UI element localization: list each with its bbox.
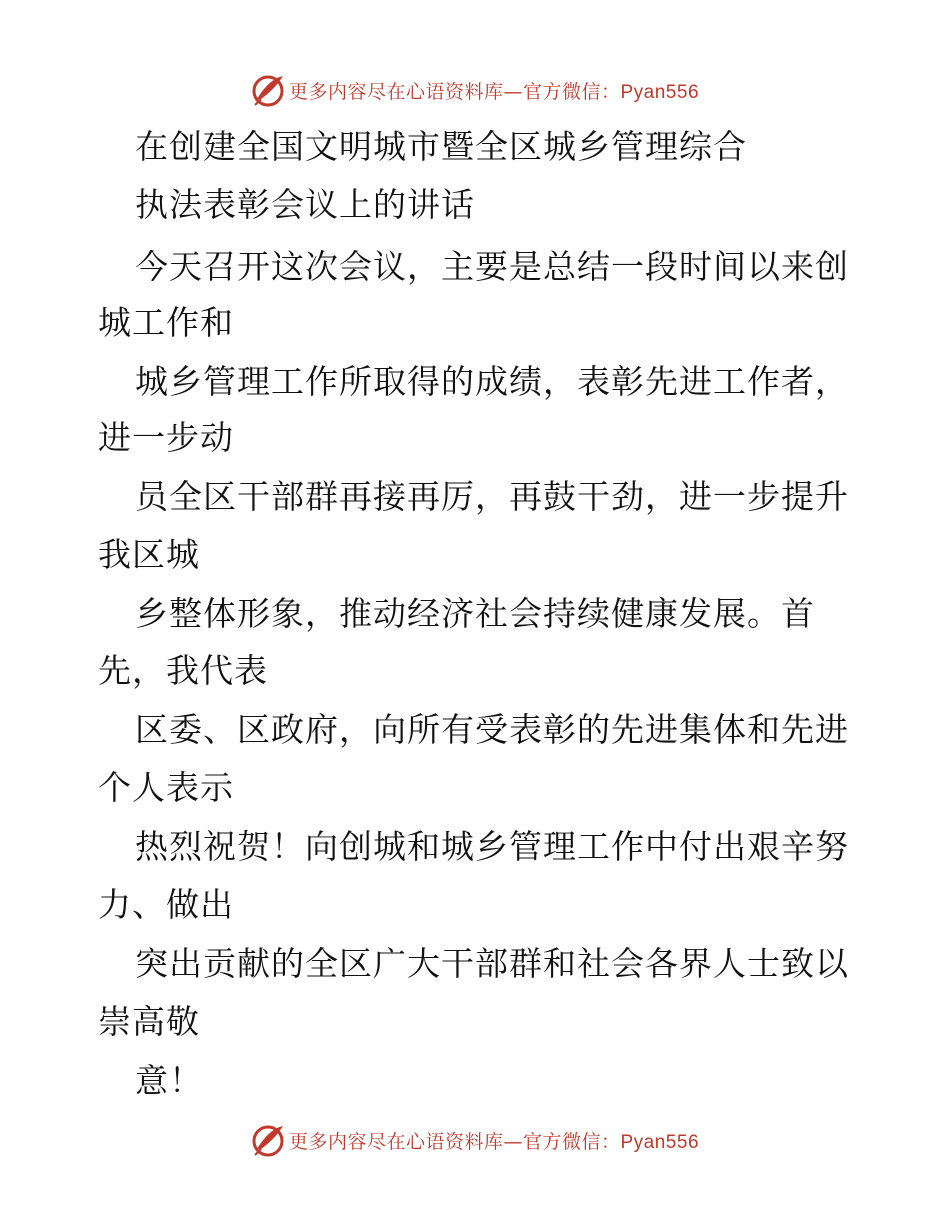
body-line: 员全区干部群再接再厉，再鼓干劲，进一步提升: [135, 477, 849, 516]
body-line: 乡整体形象，推动经济社会持续健康发展。首: [135, 594, 815, 633]
wechat-id: Pyan556: [620, 81, 700, 103]
body-line: 意！: [135, 1061, 203, 1100]
body-line: 突出贡献的全区广大干部群和社会各界人士致以: [135, 944, 849, 983]
body-line: 今天召开这次会议，主要是总结一段时间以来创: [135, 247, 849, 286]
banner-label: 更多内容尽在心语资料库—官方微信：: [288, 1130, 621, 1153]
body-line: 我区城: [98, 535, 200, 574]
body-line: 力、做出: [98, 885, 234, 924]
body-line: 城乡管理工作所取得的成绩，表彰先进工作者，: [135, 362, 849, 401]
title-line-2: 执法表彰会议上的讲话: [135, 185, 475, 224]
body-line: 先，我代表: [98, 651, 268, 690]
feather-pen-logo-icon: [251, 73, 287, 107]
body-line: 进一步动: [98, 418, 234, 457]
body-line: 城工作和: [98, 303, 234, 342]
body-line: 崇高敬: [98, 1002, 200, 1041]
wechat-id: Pyan556: [620, 1131, 700, 1153]
body-line: 区委、区政府，向所有受表彰的先进集体和先进: [135, 710, 849, 749]
header-banner: [0, 70, 950, 110]
title-line-1: 在创建全国文明城市暨全区城乡管理综合: [135, 127, 747, 166]
body-line: 个人表示: [98, 768, 234, 807]
banner-text: [289, 1127, 699, 1154]
feather-pen-logo-icon: [251, 1123, 287, 1157]
banner-label: 更多内容尽在心语资料库—官方微信：: [288, 80, 621, 103]
body-line: 热烈祝贺！向创城和城乡管理工作中付出艰辛努: [135, 827, 849, 866]
footer-banner: [0, 1120, 950, 1160]
banner-text: [289, 77, 699, 104]
